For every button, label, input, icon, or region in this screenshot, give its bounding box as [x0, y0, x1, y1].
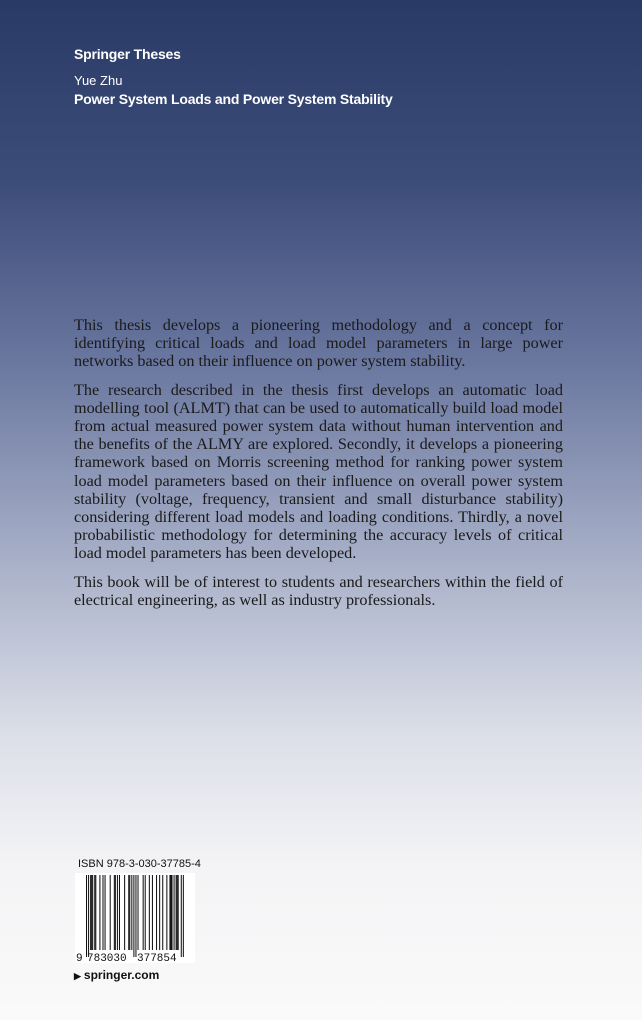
barcode-bar — [171, 875, 172, 950]
series-name: Springer Theses — [74, 46, 181, 62]
barcode-bar — [166, 875, 167, 950]
blurb-paragraph-3: This book will be of interest to students and researchers within the field of electrical engineering, as well as industry professionals. — [74, 572, 563, 609]
barcode-bar — [117, 875, 118, 950]
barcode-bar — [181, 875, 182, 957]
barcode-bar — [178, 875, 179, 950]
barcode-bar — [94, 875, 95, 950]
barcode-bar — [152, 875, 153, 950]
barcode-bar — [119, 875, 120, 950]
barcode-digits-right: 377854 — [137, 953, 177, 963]
barcode-bar — [124, 875, 125, 950]
barcode-bar — [88, 875, 89, 957]
barcode-bar — [114, 875, 115, 950]
barcode-bar — [133, 875, 134, 957]
barcode-bar — [86, 875, 87, 957]
barcode-bar — [169, 875, 170, 950]
publisher-link[interactable] — [74, 968, 159, 982]
book-title: Power System Loads and Power System Stability — [74, 91, 393, 107]
barcode-bar — [156, 875, 157, 950]
blurb-paragraph-2: The research described in the thesis first develops an automatic load modelling tool (ALMT) that can be used to automatically build load model from actual measured power system data without human intervention and the benefits of the ALMY are explored. Secondly, it develops a pioneering framework based on Morris screening method for ranking power system load model parameters based on their influence on overall power system stability (voltage, frequency, transient and small disturbance stability) considering different load models and loading conditions. Thirdly, a novel probabilistic methodology for determining the accuracy levels of critical load model parameters has been developed. — [74, 380, 563, 563]
isbn-label: ISBN 978-3-030-37785-4 — [78, 858, 201, 870]
barcode-bar — [159, 875, 160, 950]
blurb-paragraph-1: This thesis develops a pioneering methodology and a concept for identifying critical loads and load model parameters in large power networks based on their influence on power system stability. — [74, 316, 563, 371]
isbn-barcode — [75, 873, 195, 963]
publisher-site: springer.com — [83, 968, 160, 982]
barcode-bar — [128, 875, 129, 950]
barcode-bar — [99, 875, 100, 950]
author-name: Yue Zhu — [74, 73, 123, 88]
barcode-bar — [135, 875, 136, 957]
barcode-bar — [145, 875, 146, 950]
barcode-bar — [183, 875, 184, 957]
blurb-text — [74, 316, 563, 619]
barcode-bar — [115, 875, 116, 950]
barcode-bar — [131, 875, 132, 950]
barcode-bar — [92, 875, 93, 950]
barcode-bar — [105, 875, 106, 950]
barcode-bar — [138, 875, 139, 950]
barcode-bar — [95, 875, 96, 950]
barcode-bar — [174, 875, 175, 950]
barcode-bar — [162, 875, 163, 950]
barcode-bar — [170, 875, 171, 950]
barcode-bar — [177, 875, 178, 950]
barcode-bar — [129, 875, 130, 950]
barcode-digits-left: 783030 — [87, 953, 127, 963]
barcode-bar — [102, 875, 103, 950]
barcode-bar — [143, 875, 144, 950]
barcode-bar — [176, 875, 177, 950]
triangle-right-icon: ▶ — [74, 971, 81, 981]
barcode-bar — [110, 875, 111, 950]
barcode-bar — [149, 875, 150, 950]
barcode-bar — [91, 875, 92, 950]
barcode-lead-digit: 9 — [76, 953, 83, 963]
barcode-bar — [90, 875, 91, 950]
